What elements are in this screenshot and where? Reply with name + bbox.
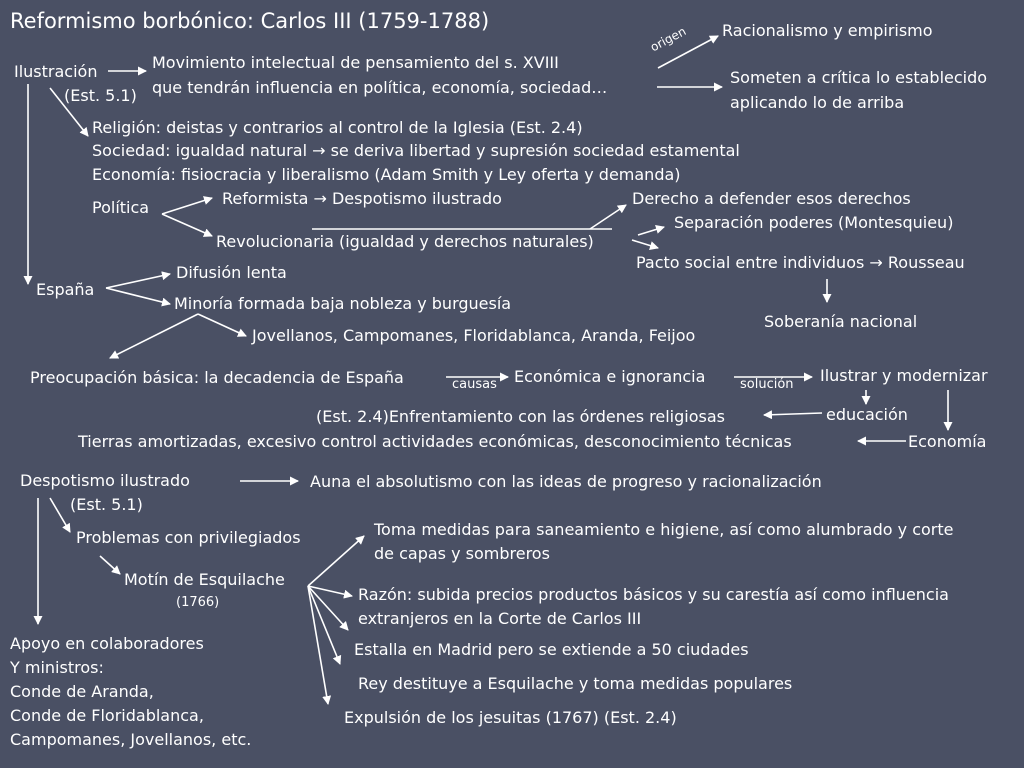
arrow-derecho [590, 205, 626, 229]
node-problemas: Problemas con privilegiados [76, 528, 301, 547]
node-ilustracion-ref: (Est. 5.1) [64, 86, 137, 105]
label-causas: causas [452, 377, 497, 392]
arrow-minoria-preocupacion [110, 314, 198, 358]
node-apoyo-line3: Conde de Aranda, [10, 682, 154, 701]
node-despotismo: Despotismo ilustrado [20, 471, 190, 490]
node-religion: Religión: deistas y contrarios al control de la Iglesia (Est. 2.4) [92, 118, 583, 137]
node-enfrentamiento: (Est. 2.4)Enfrentamiento con las órdenes religiosas [316, 407, 725, 426]
node-ilustrar: Ilustrar y modernizar [820, 366, 988, 385]
node-separacion: Separación poderes (Montesquieu) [674, 213, 954, 232]
node-apoyo-line1: Apoyo en colaboradores [10, 634, 204, 653]
arrow-pacto [632, 240, 658, 248]
node-educacion: educación [826, 405, 908, 424]
node-ilustracion: Ilustración [14, 62, 98, 81]
arrow-motin-toma [308, 536, 364, 586]
arrow-motin-razon [308, 586, 352, 596]
node-razon-line1: Razón: subida precios productos básicos y su carestía así como influencia [358, 585, 949, 604]
arrow-espana-minoria [106, 288, 170, 304]
node-preocupacion: Preocupación básica: la decadencia de España [30, 368, 404, 387]
node-razon-line2: extranjeros en la Corte de Carlos III [358, 609, 642, 628]
node-racionalismo: Racionalismo y empirismo [722, 21, 933, 40]
node-soberania: Soberanía nacional [764, 312, 918, 331]
arrow-politica-revolucionaria [162, 214, 212, 236]
arrow-motin-rey [308, 586, 340, 664]
node-politica: Política [92, 198, 150, 217]
node-movimiento-line2: que tendrán influencia en política, economía, sociedad… [152, 78, 608, 97]
node-despotismo-ref: (Est. 5.1) [70, 495, 143, 514]
arrow-espana-difusion [106, 274, 170, 288]
node-difusion: Difusión lenta [176, 263, 287, 282]
node-auna: Auna el absolutismo con las ideas de progreso y racionalización [310, 472, 822, 491]
node-critica-line1: Someten a crítica lo establecido [730, 68, 988, 87]
node-economia-fisiocracia: Economía: fisiocracia y liberalismo (Adam Smith y Ley oferta y demanda) [92, 165, 681, 184]
node-critica-line2: aplicando lo de arriba [730, 93, 905, 112]
node-expulsion: Expulsión de los jesuitas (1767) (Est. 2.4) [344, 708, 677, 727]
node-jovellanos: Jovellanos, Campomanes, Floridablanca, Aranda, Feijoo [252, 326, 696, 345]
node-espana: España [36, 280, 95, 299]
node-sociedad: Sociedad: igualdad natural → se deriva libertad y supresión sociedad estamental [92, 141, 740, 160]
node-revolucionaria: Revolucionaria (igualdad y derechos naturales) [216, 232, 594, 251]
node-toma-line1: Toma medidas para saneamiento e higiene, así como alumbrado y corte [374, 520, 954, 539]
node-toma-line2: de capas y sombreros [374, 544, 550, 563]
node-pacto: Pacto social entre individuos → Rousseau [636, 253, 965, 272]
arrow-separacion [638, 227, 664, 235]
arrow-despotismo-problemas [50, 498, 70, 532]
label-solucion: solución [740, 377, 794, 392]
node-motin-year: (1766) [176, 595, 220, 610]
node-rey: Rey destituye a Esquilache y toma medidas populares [358, 674, 793, 693]
arrow-minoria-jovellanos [198, 314, 246, 336]
node-minoria: Minoría formada baja nobleza y burguesía [174, 294, 512, 313]
node-motin: Motín de Esquilache [124, 570, 285, 589]
node-tierras: Tierras amortizadas, excesivo control actividades económicas, desconocimiento técnicas [78, 432, 792, 451]
node-apoyo-line2: Y ministros: [10, 658, 104, 677]
label-origen: origen [648, 24, 689, 55]
node-apoyo-line4: Conde de Floridablanca, [10, 706, 204, 725]
arrow-problemas-motin [100, 556, 120, 574]
node-reformista: Reformista → Despotismo ilustrado [222, 189, 502, 208]
node-economica: Económica e ignorancia [514, 367, 706, 386]
node-movimiento-line1: Movimiento intelectual de pensamiento del s. XVIII [152, 53, 559, 72]
arrow-politica-reformista [162, 198, 212, 214]
node-apoyo-line5: Campomanes, Jovellanos, etc. [10, 730, 252, 749]
node-derecho: Derecho a defender esos derechos [632, 189, 911, 208]
slide-title: Reformismo borbónico: Carlos III (1759-1788) [10, 9, 490, 33]
node-economia: Economía [908, 432, 987, 451]
arrow-enfrentamiento [764, 413, 822, 415]
node-estalla: Estalla en Madrid pero se extiende a 50 ciudades [354, 640, 749, 659]
